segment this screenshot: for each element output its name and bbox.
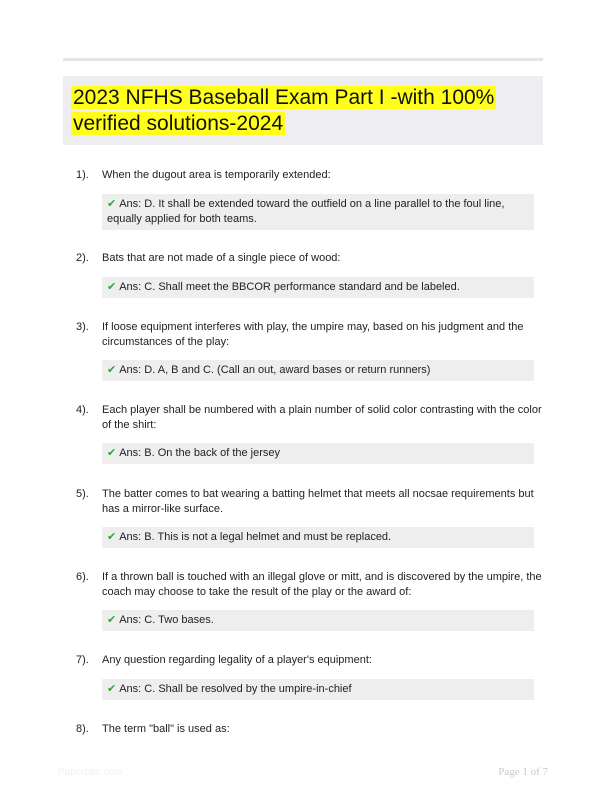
answer-box xyxy=(102,277,534,298)
question-text: If a thrown ball is touched with an illegal glove or mitt, and is discovered by the umpire, the coach may choose to take the result of the play or the award of: xyxy=(102,571,542,598)
answer-text: Ans: D. A, B and C. (Call an out, award bases or return runners) xyxy=(119,364,431,376)
question-text: The batter comes to bat wearing a batting helmet that meets all nocsae requirements but has a mirror-like surface. xyxy=(102,488,534,515)
question-text: Each player shall be numbered with a plain number of solid color contrasting with the color of the shirt: xyxy=(102,404,542,431)
question-number: 3). xyxy=(76,321,89,333)
question-text: The term "ball" is used as: xyxy=(102,723,230,735)
answer-text: Ans: B. On the back of the jersey xyxy=(119,447,281,459)
question-number: 1). xyxy=(76,169,89,181)
question-number: 8). xyxy=(76,723,89,735)
question-number: 7). xyxy=(76,654,89,666)
answer-text: Ans: C. Two bases. xyxy=(119,614,214,626)
question-number: 6). xyxy=(76,571,89,583)
question-number: 5). xyxy=(76,488,89,500)
question-text: If loose equipment interferes with play, the umpire may, based on his judgment and the circumstances of the play: xyxy=(102,321,524,348)
page-title: 2023 NFHS Baseball Exam Part I -with 100% verified solutions-2024 xyxy=(73,86,495,135)
checkmark-icon: ✔ xyxy=(107,683,117,695)
answer-box xyxy=(102,360,534,381)
checkmark-icon: ✔ xyxy=(107,364,117,376)
answer-text: Ans: B. This is not a legal helmet and must be replaced. xyxy=(119,531,392,543)
watermark-text: Paperbbc.com xyxy=(58,767,123,778)
answer-text: Ans: C. Shall be resolved by the umpire-in-chief xyxy=(119,683,352,695)
question-number: 4). xyxy=(76,404,89,416)
checkmark-icon: ✔ xyxy=(107,531,117,543)
answer-box xyxy=(102,194,534,230)
question-number: 2). xyxy=(76,252,89,264)
answer-box xyxy=(102,610,534,631)
answer-box xyxy=(102,443,534,464)
top-divider xyxy=(63,58,543,61)
title-box xyxy=(63,76,543,145)
page-number: Page 1 of 7 xyxy=(498,766,548,778)
answer-box xyxy=(102,679,534,700)
question-text: Any question regarding legality of a player's equipment: xyxy=(102,654,372,666)
answer-box xyxy=(102,527,534,548)
question-text: When the dugout area is temporarily extended: xyxy=(102,169,331,181)
checkmark-icon: ✔ xyxy=(107,447,117,459)
checkmark-icon: ✔ xyxy=(107,281,117,293)
question-text: Bats that are not made of a single piece of wood: xyxy=(102,252,341,264)
checkmark-icon: ✔ xyxy=(107,614,117,626)
answer-text: Ans: C. Shall meet the BBCOR performance standard and be labeled. xyxy=(119,281,460,293)
answer-text: Ans: D. It shall be extended toward the outfield on a line parallel to the foul line, equally applied for both teams. xyxy=(107,198,505,225)
checkmark-icon: ✔ xyxy=(107,198,117,210)
